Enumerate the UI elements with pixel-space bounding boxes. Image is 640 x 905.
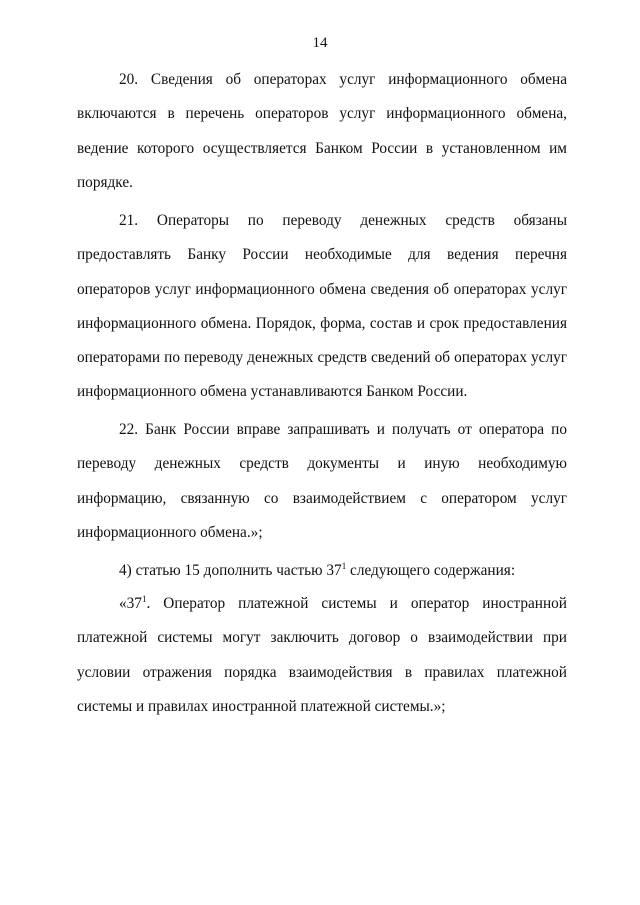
paragraph-21: 21. Операторы по переводу денежных средств обязаны предоставлять Банку России необходимые для ведения перечня операторов услуг информационного обмена сведения об операторах услуг информационного обмена. Порядок, форма, состав и срок предоставления операторами по переводу денежных средств сведений об операторах услуг информационного обмена устанавливаются Банком России. (77, 212, 567, 401)
superscript-marker: 1 (341, 560, 347, 571)
superscript-marker: 1 (141, 593, 147, 604)
part-37-1-text-after: . Оператор платежной системы и оператор иностранной платежной системы могут заключить договор о взаимодействии при условии отражения порядка взаимодействия в правилах платежной системы и правилах иностранной платежной системы.»; (77, 595, 567, 715)
part-37-1-paragraph (77, 587, 567, 724)
paragraph-22: 22. Банк России вправе запрашивать и получать от оператора по переводу денежных средств документы и иную необходимую информацию, связанную со взаимодействием с оператором услуг информационного обмена.»; (77, 421, 567, 541)
page-number: 14 (312, 35, 328, 51)
amendment-item-4-text-before: 4) статью 15 дополнить частью 37 (119, 562, 342, 579)
part-37-1-text-before: «37 (119, 595, 142, 612)
amendment-item-4-text-after: следующего содержания: (346, 562, 516, 579)
amendment-item-4 (77, 554, 567, 588)
paragraph-20: 20. Сведения об операторах услуг информационного обмена включаются в перечень операторов услуг информационного обмена, ведение которого осуществляется Банком России в установленном им порядке. (77, 71, 567, 191)
